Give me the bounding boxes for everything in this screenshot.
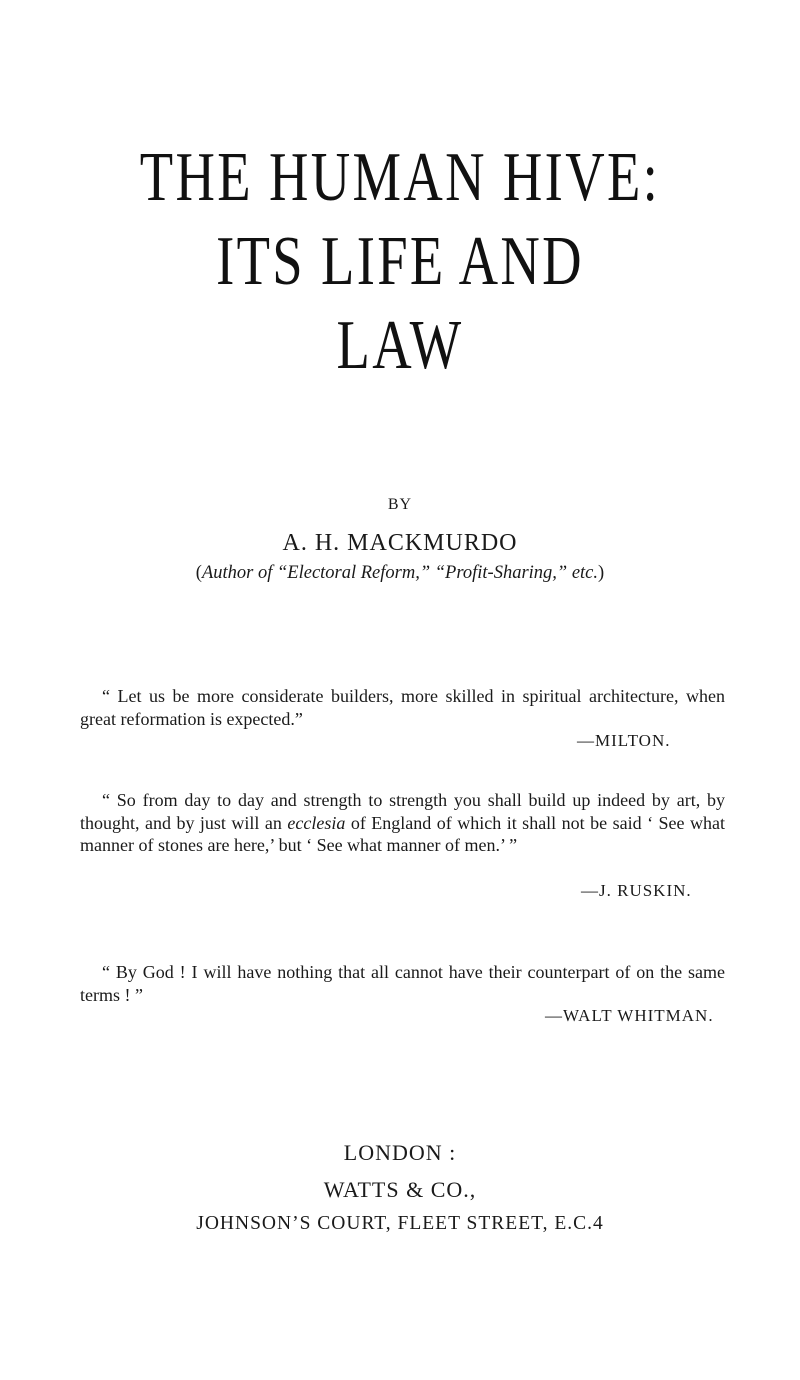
attribution-whitman: —WALT WHITMAN. [545, 1006, 714, 1025]
quote-milton-text: “ Let us be more considerate builders, more skilled in spiritual architecture, when great reformation is expected.” [80, 686, 725, 729]
works-title-profit-sharing: “Profit-Sharing,” [434, 563, 568, 583]
quote-milton [80, 685, 725, 730]
works-author-of: Author of [201, 563, 273, 583]
quote-ruskin-text-before: “ So from day to day and strength to strength you shall build up indeed by art, by thought, and by just will an [80, 790, 725, 833]
title-line-2: ITS LIFE AND [216, 223, 584, 300]
title-line-1: THE HUMAN HIVE: [139, 139, 661, 216]
quote-ruskin-text-after: of England of which it shall not be said ‘ See what manner of stones are here,’ but ‘ See what manner of men.’ ” [80, 812, 726, 855]
attribution-milton: —MILTON. [577, 731, 671, 750]
author-name: A. H. MACKMURDO [282, 530, 518, 556]
works-etc: etc. [571, 563, 599, 583]
works-close-paren: ) [598, 563, 605, 583]
author-works [0, 563, 800, 584]
title-line-3: LAW [336, 307, 464, 384]
quote-ruskin [80, 789, 725, 857]
imprint-publisher: WATTS & CO., [323, 1177, 477, 1202]
quote-ruskin-ecclesia: ecclesia [287, 812, 346, 833]
works-open-paren: ( [195, 563, 202, 583]
by-label: BY [387, 496, 413, 513]
works-title-electoral-reform: “Electoral Reform,” [277, 563, 431, 583]
quote-whitman [80, 961, 725, 1006]
attribution-ruskin: —J. RUSKIN. [581, 881, 692, 900]
imprint-city: LONDON : [343, 1140, 457, 1165]
quote-whitman-text: “ By God ! I will have nothing that all cannot have their counterpart of on the same terms ! ” [80, 962, 725, 1005]
imprint-address: JOHNSON’S COURT, FLEET STREET, E.C.4 [196, 1213, 604, 1234]
